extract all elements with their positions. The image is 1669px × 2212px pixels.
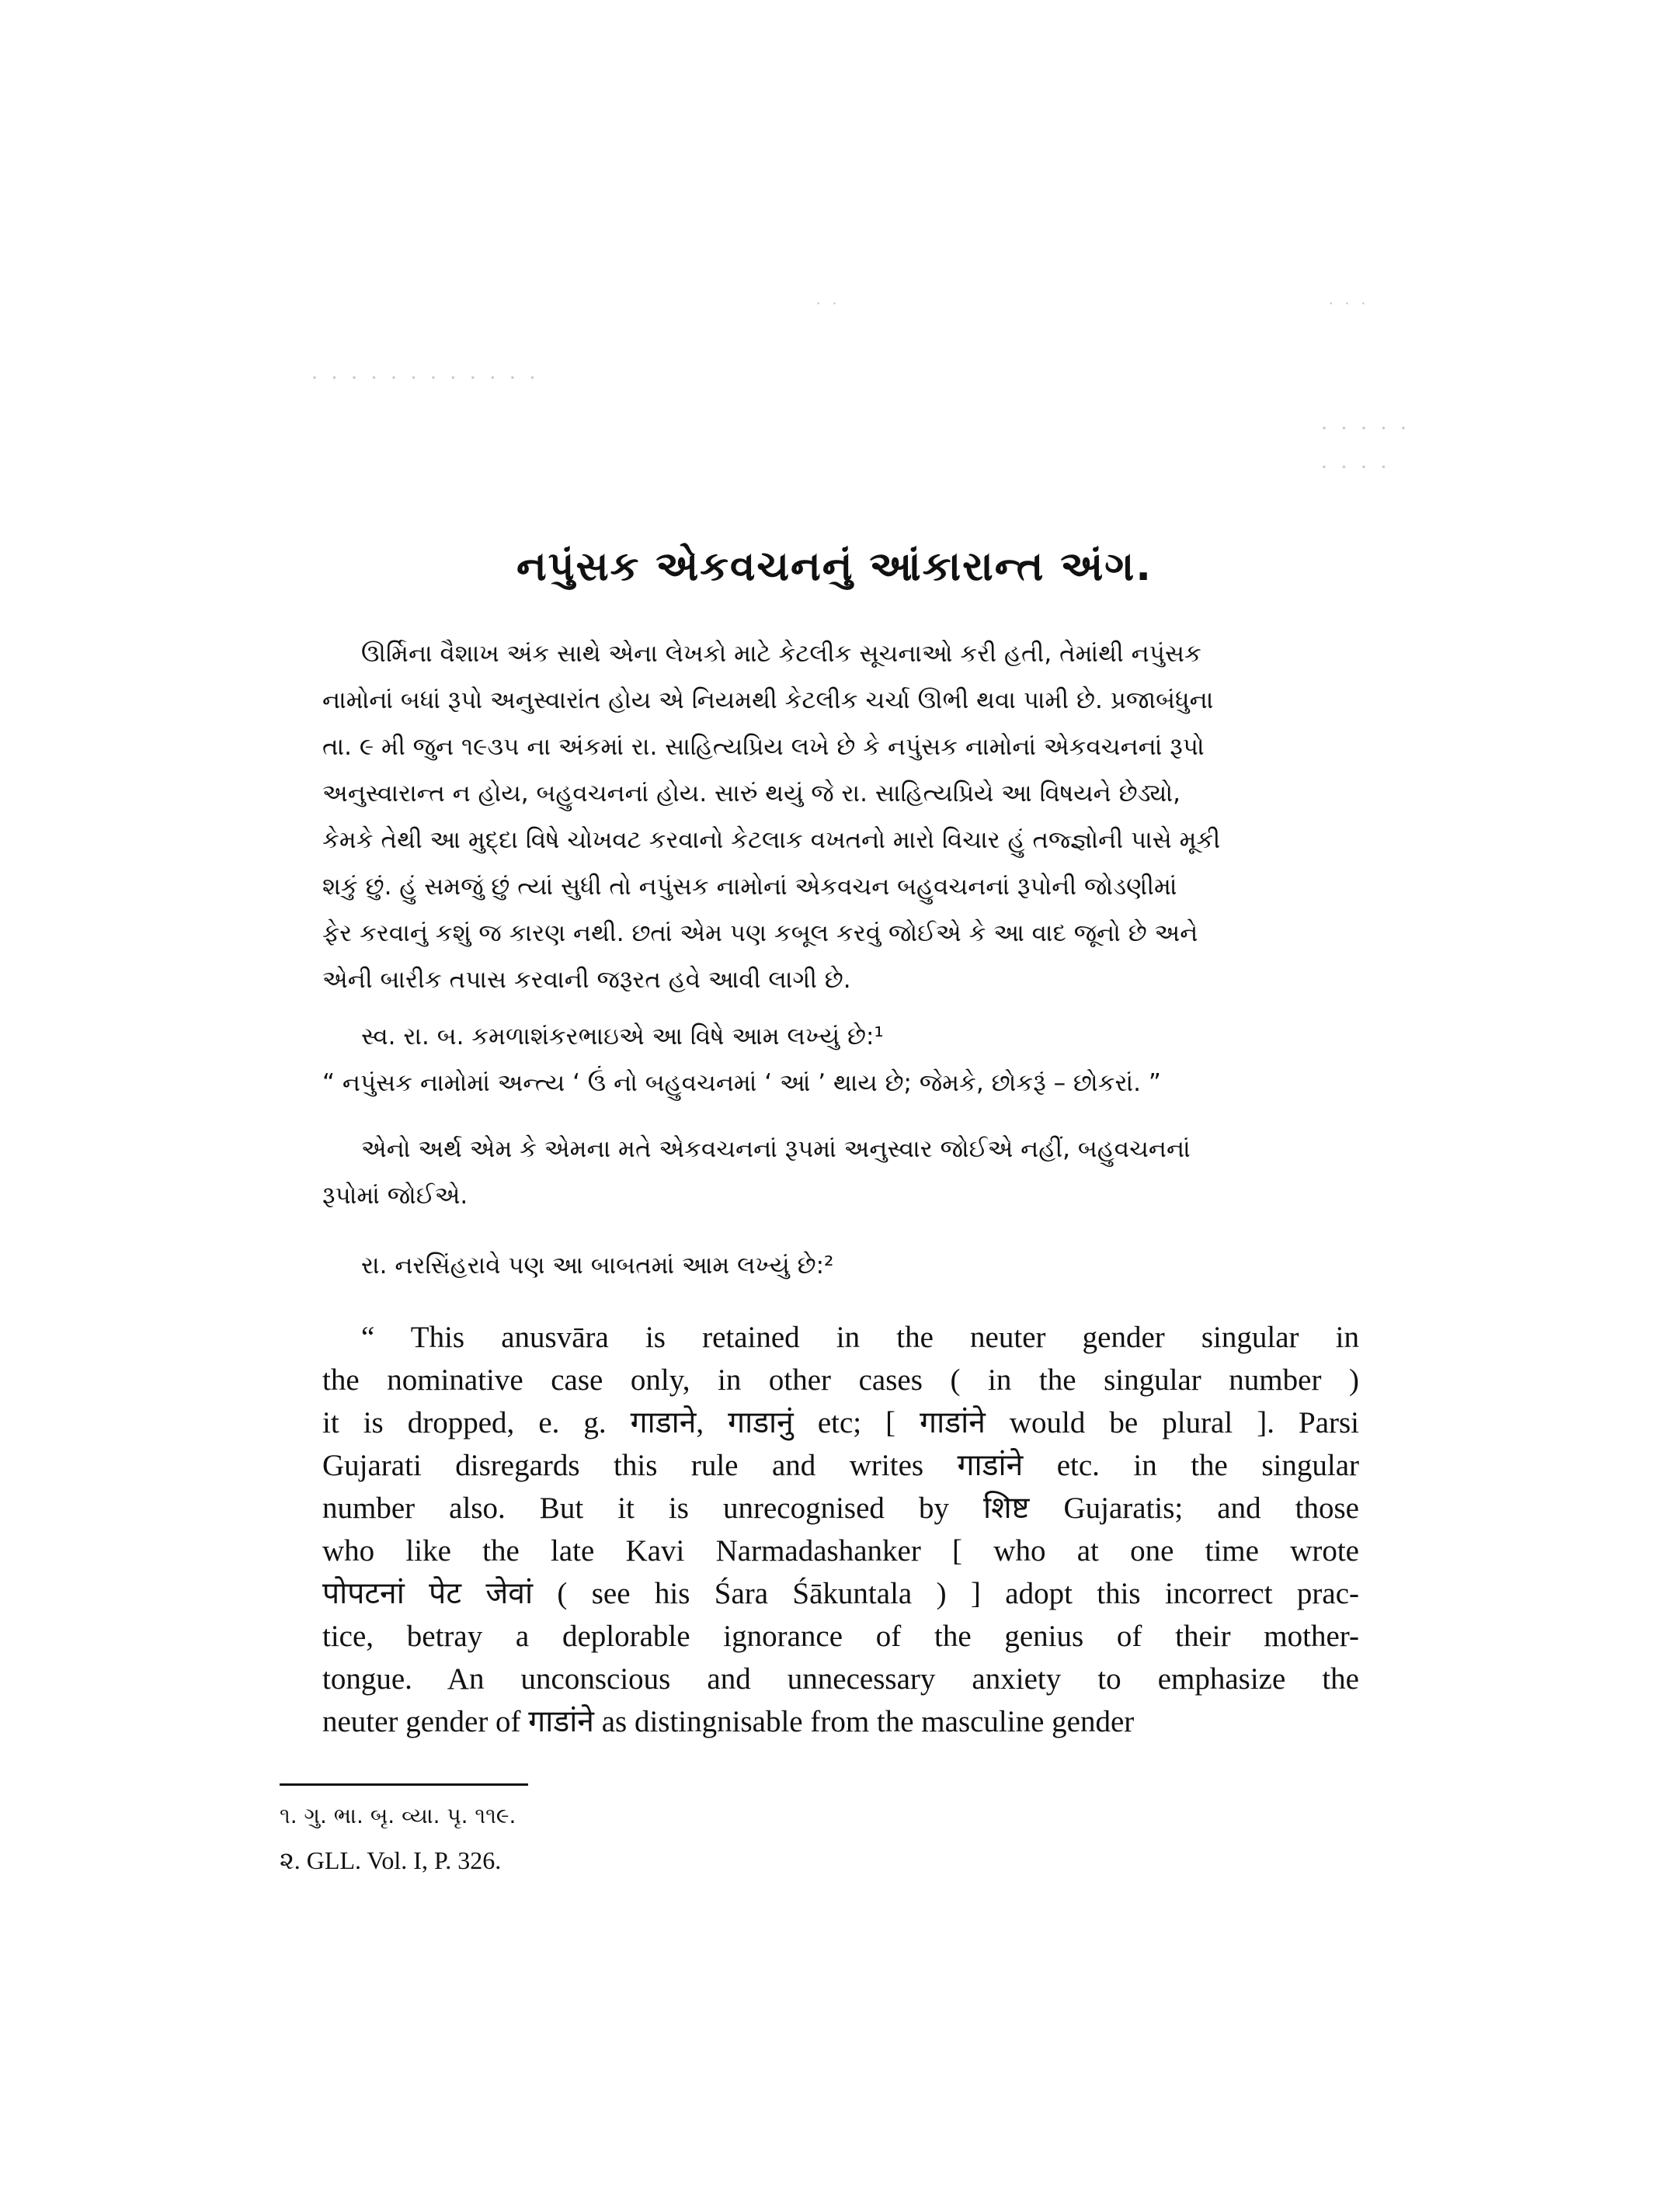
- quote-line: who like the late Kavi Narmadashanker [ who at one time wrote: [322, 1534, 1359, 1568]
- text-line: ઊર્મિના વૈશાખ અંક સાથે એના લેખકો માટે કેટલીક સૂચનાઓ કરી હતી, તેમાંથી નપુંસક: [361, 640, 1201, 668]
- quote-narsinhrao-intro: [322, 1242, 1359, 1289]
- text-line: તા. ૯ મી જુન ૧૯૩૫ ના અંકમાં રા. સાહિત્યપ્રિય લખે છે કે નપુંસક નામોનાં એકવચનનાં રૂપો: [322, 733, 1205, 761]
- footnote-1: ૧. ગુ. ભા. બૃ. વ્યા. પૃ. ૧૧૯.: [280, 1803, 516, 1828]
- quote-line: it is dropped, e. g. गाडाने, गाडानुं etc; [ गाडांने would be plural ]. Parsi: [322, 1406, 1359, 1439]
- text-line: અનુસ્વારાન્ત ન હોય, બહુવચનનાં હોય. સારું થયું જે રા. સાહિત્યપ્રિયે આ વિષયને છેડ્યો,: [322, 780, 1180, 807]
- quote-line: tongue. An unconscious and unnecessary anxiety to emphasize the: [322, 1662, 1359, 1696]
- bleed-through-text: · · · ·: [1320, 454, 1391, 480]
- quote-line: the nominative case only, in other cases ( in the singular number ): [322, 1363, 1359, 1397]
- quote-line: “ This anusvāra is retained in the neuter gender singular in: [361, 1321, 1359, 1354]
- bleed-through-mark: · · ·: [1328, 293, 1369, 313]
- text-line: ફેર કરવાનું કશું જ કારણ નથી. છતાં એમ પણ કબૂલ કરવું જોઈએ કે આ વાદ જૂનો છે અને: [322, 919, 1198, 947]
- text-line: કેમકે તેથી આ મુદ્દા વિષે ચોખવટ કરવાનો કેટલાક વખતનો મારો વિચાર હું તજ્જ્ઞોની પાસે મૂકી: [322, 826, 1221, 854]
- paragraph-intro: [322, 630, 1359, 1003]
- quote-text: “ નપુંસક નામોમાં અન્ત્ય ‘ ઉં નો બહુવચનમાં ‘ આં ’ થાય છે; જેમકે, છોકરૂં – છોકરાં. ”: [322, 1069, 1161, 1097]
- english-quote: [322, 1316, 1359, 1743]
- bleed-through-text: · · · · · · · · · · · ·: [311, 365, 540, 391]
- paragraph-meaning: [322, 1126, 1359, 1219]
- footnote-2: ૨. GLL. Vol. I, P. 326.: [280, 1846, 502, 1874]
- quote-line: number also. But it is unrecognised by शिष्ट Gujaratis; and those: [322, 1491, 1359, 1525]
- quote-line: पोपटनां पेट जेवां ( see his Śara Śākuntala ) ] adopt this incorrect prac-: [322, 1577, 1359, 1610]
- bleed-through-mark: · ·: [815, 293, 841, 313]
- quote-intro: રા. નરસિંહરાવે પણ આ બાબતમાં આમ લખ્યું છે:²: [361, 1252, 834, 1280]
- text-line: રૂપોમાં જોઈએ.: [322, 1182, 468, 1210]
- text-line: એનો અર્થ એમ કે એમના મતે એકવચનનાં રૂપમાં અનુસ્વાર જોઈએ નહીં, બહુવચનનાં: [361, 1135, 1191, 1163]
- quote-line: neuter gender of गाडांने as distingnisable from the masculine gender: [322, 1705, 1135, 1738]
- text-line: એની બારીક તપાસ કરવાની જરૂરત હવે આવી લાગી છે.: [322, 966, 851, 994]
- quote-line: Gujarati disregards this rule and writes गाडांने etc. in the singular: [322, 1449, 1359, 1482]
- footnote-divider: [280, 1783, 528, 1786]
- quote-kamalashankar: [322, 1013, 1359, 1106]
- bleed-through-text: · · · · ·: [1320, 415, 1410, 441]
- text-line: શકું છું. હું સમજું છું ત્યાં સુધી તો નપુંસક નામોનાં એકવચન બહુવચનનાં રૂપોની જોડણીમાં: [322, 873, 1177, 901]
- quote-intro: સ્વ. રા. બ. કમળાશંકરભાઇએ આ વિષે આમ લખ્યું છે:¹: [361, 1023, 884, 1050]
- page-title: નપુંસક એકવચનનું આંકારાન્ત અંગ.: [516, 543, 1153, 590]
- text-line: નામોનાં બધાં રૂપો અનુસ્વારાંત હોય એ નિયમથી કેટલીક ચર્ચા ઊભી થવા પામી છે. પ્રજાબંધુના: [322, 686, 1214, 714]
- quote-line: tice, betray a deplorable ignorance of the genius of their mother-: [322, 1620, 1359, 1653]
